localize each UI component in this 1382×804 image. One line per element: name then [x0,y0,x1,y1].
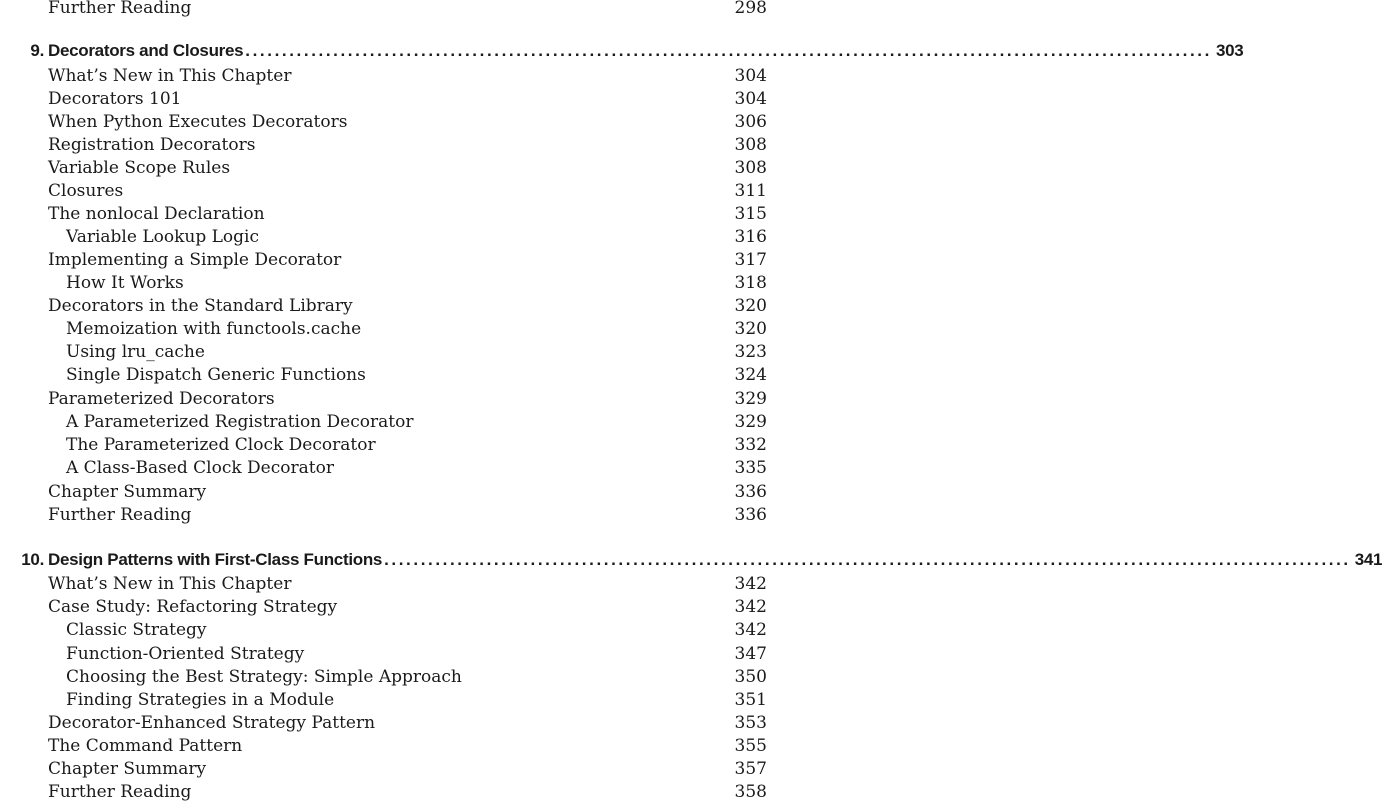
toc-entry-page: 320 [734,296,767,316]
toc-entry-title: Closures [48,181,124,201]
toc-entry-title: Chapter Summary [48,482,207,502]
toc-entry-title: Decorators 101 [48,89,182,109]
toc-entry-page: 342 [734,620,767,640]
toc-entry-page: 353 [734,713,767,733]
toc-subentry [0,341,800,364]
toc-subentry [0,643,800,666]
toc-entry-title: Memoization with functools.cache [66,319,362,339]
toc-entry [0,157,800,180]
toc-entry-title: Further Reading [48,505,192,525]
toc-entry-page: 317 [734,250,767,270]
chapter-number: 9. [30,41,44,60]
toc-entry-title: The Command Pattern [48,736,243,756]
toc-entry [0,134,800,157]
toc-entry [0,88,800,111]
toc-entry-title: Variable Scope Rules [48,158,231,178]
toc-entry-title: Single Dispatch Generic Functions [66,365,366,385]
toc-entry-page: 324 [734,365,767,385]
toc-entry-title: The Parameterized Clock Decorator [66,435,376,455]
toc-entry-page: 304 [734,89,767,109]
toc-entry [0,573,800,596]
chapter-title: Decorators and Closures [48,41,244,60]
toc-entry-page: 332 [734,435,767,455]
toc-entry [0,596,800,619]
toc-entry-title: What’s New in This Chapter [48,574,292,594]
toc-entry-page: 355 [734,736,767,756]
chapter-page: 303 [1215,41,1244,60]
toc-entry-title: Function-Oriented Strategy [66,644,305,664]
toc-entry-page: 329 [734,389,767,409]
toc-entry [0,758,800,781]
toc-entry [0,712,800,735]
toc-entry [0,504,800,527]
toc-entry-title: What’s New in This Chapter [48,66,292,86]
toc-entry-page: 335 [734,458,767,478]
toc-entry-title: Choosing the Best Strategy: Simple Approach [66,667,462,687]
toc-subentry [0,272,800,295]
toc-entry-title: Implementing a Simple Decorator [48,250,342,270]
chapter-heading-10 [0,547,1382,573]
toc-entry-title: Decorator-Enhanced Strategy Pattern [48,713,376,733]
toc-entry-title: Variable Lookup Logic [66,227,259,247]
toc-entry [0,65,800,88]
toc-subentry [0,226,800,249]
toc-entry-page: 336 [734,505,767,525]
toc-entry-page: 315 [734,204,767,224]
toc-subentry [0,364,800,387]
chapter-page: 341 [1354,550,1382,569]
toc-entry-title: Case Study: Refactoring Strategy [48,597,338,617]
toc-entry [0,249,800,272]
toc-subentry [0,619,800,642]
toc-entry-page: 311 [734,181,767,201]
toc-entry-title: Using lru_cache [66,342,205,362]
toc-subentry [0,457,800,480]
toc-entry-title: Parameterized Decorators [48,389,275,409]
toc-entry [0,180,800,203]
toc-entry-page: 336 [734,482,767,502]
toc-entry-title: Decorators in the Standard Library [48,296,353,316]
dot-leader: .................................................................................................................................... [384,550,1351,569]
toc-subentry [0,666,800,689]
toc-entry-title: Registration Decorators [48,135,256,155]
toc-entry-title: How It Works [66,273,184,293]
toc-subentry [0,434,800,457]
chapter-heading-9 [0,38,1244,64]
toc-entry-title: Further Reading [48,0,192,18]
toc-entry-further-reading-top [0,0,800,20]
toc-entry-title: Classic Strategy [66,620,207,640]
toc-entry-title: The nonlocal Declaration [48,204,265,224]
toc-entry-page: 304 [734,66,767,86]
toc-subentry [0,411,800,434]
toc-entry-page: 329 [734,412,767,432]
toc-entry-page: 306 [734,112,767,132]
toc-subentry [0,318,800,341]
toc-entry [0,481,800,504]
toc-entry [0,111,800,134]
toc-entry [0,735,800,758]
toc-entry-page: 358 [734,782,767,802]
toc-entry-page: 342 [734,597,767,617]
chapter-number: 10. [21,550,44,569]
toc-entry-page: 350 [734,667,767,687]
toc-entry-page: 316 [734,227,767,247]
toc-entry [0,388,800,411]
dot-leader: .................................................................................................................................... [245,41,1212,60]
toc-entry-title: Further Reading [48,782,192,802]
toc-entry-page: 318 [734,273,767,293]
chapter-title: Design Patterns with First-Class Functions [48,550,383,569]
toc-entry-page: 308 [734,158,767,178]
toc-entry-page: 308 [734,135,767,155]
toc-entry-page: 347 [734,644,767,664]
toc-entry-page: 357 [734,759,767,779]
toc-entry-title: When Python Executes Decorators [48,112,348,132]
toc-entry-title: A Parameterized Registration Decorator [66,412,414,432]
toc-subentry [0,689,800,712]
toc-entry-page: 298 [734,0,767,18]
toc-entry [0,781,800,804]
toc-entry-page: 351 [734,690,767,710]
toc-entry-page: 342 [734,574,767,594]
toc-entry-title: Chapter Summary [48,759,207,779]
toc-entry-title: Finding Strategies in a Module [66,690,335,710]
toc-entry-page: 320 [734,319,767,339]
toc-entry [0,203,800,226]
toc-entry-title: A Class-Based Clock Decorator [66,458,334,478]
toc-entry [0,295,800,318]
toc-entry-page: 323 [734,342,767,362]
